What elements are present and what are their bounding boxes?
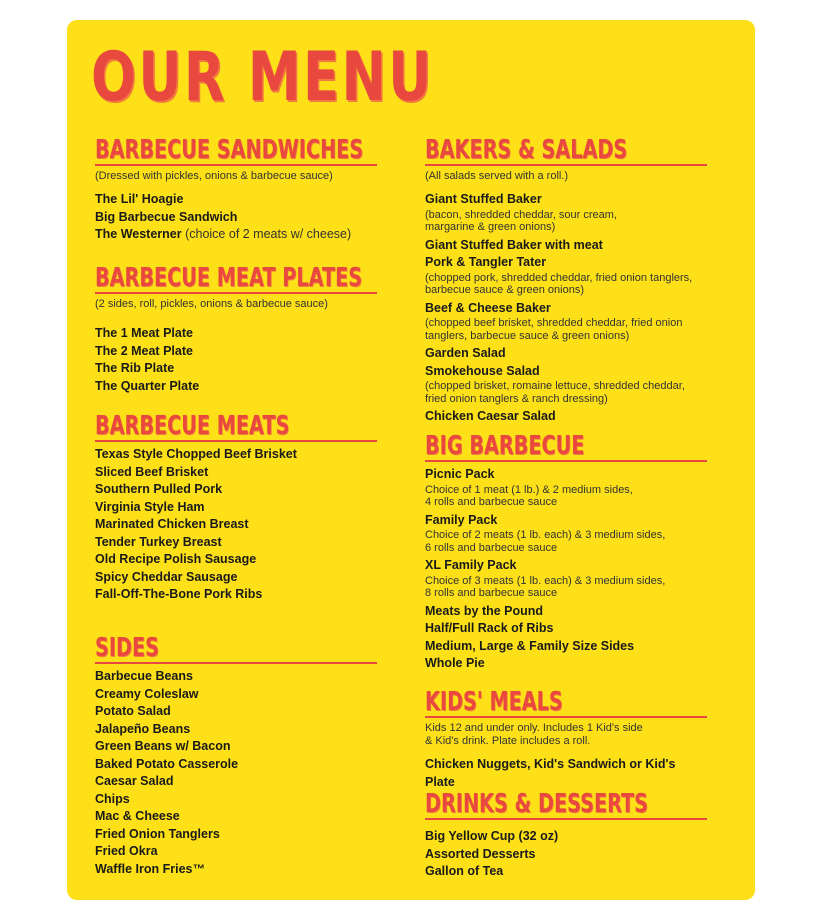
section-heading [425, 136, 707, 166]
menu-card [67, 20, 755, 900]
section-big-barbecue [425, 432, 707, 673]
menu-item [95, 861, 377, 879]
menu-item [95, 686, 377, 704]
menu-item [95, 343, 377, 361]
menu-item [95, 516, 377, 534]
menu-item [95, 534, 377, 552]
item-name: Texas Style Chopped Beef Brisket [95, 447, 297, 461]
section-title: BAKERS & SALADS [425, 136, 628, 165]
section-note: (All salads served with a roll.) [425, 170, 569, 182]
item-name: Potato Salad [95, 704, 171, 718]
menu-item [95, 738, 377, 756]
menu-item [95, 499, 377, 517]
item-name: Fall-Off-The-Bone Pork Ribs [95, 587, 263, 601]
menu-item [425, 512, 707, 555]
section-heading [95, 264, 377, 294]
item-name: The 2 Meat Plate [95, 343, 193, 358]
item-list [425, 191, 707, 426]
section-title: BIG BARBECUE [425, 432, 585, 461]
menu-item [95, 551, 377, 569]
menu-item [425, 603, 707, 621]
menu-item [425, 846, 707, 864]
menu-item [425, 345, 707, 363]
item-name: Giant Stuffed Baker [425, 192, 542, 206]
item-description: Choice of 1 meat (1 lb.) & 2 medium sides, 4 rolls and barbecue sauce [425, 483, 633, 508]
menu-item [95, 668, 377, 686]
section-barbecue-sandwiches [95, 136, 377, 244]
item-name: Baked Potato Casserole [95, 756, 239, 771]
menu-item [425, 254, 707, 297]
menu-item [95, 360, 377, 378]
item-name: Jalapeño Beans [95, 721, 191, 736]
menu-item [95, 773, 377, 791]
menu-item [95, 826, 377, 844]
item-name: Whole Pie [425, 656, 485, 670]
menu-item [95, 843, 377, 861]
item-name: The 1 Meat Plate [95, 326, 193, 340]
item-name: Assorted Desserts [425, 846, 536, 861]
item-name: Tender Turkey Breast [95, 534, 222, 549]
item-name: Pork & Tangler Tater [425, 255, 547, 269]
item-name: Creamy Coleslaw [95, 686, 199, 701]
item-name: Smokehouse Salad [425, 363, 540, 378]
item-list [425, 466, 707, 673]
menu-item [95, 721, 377, 739]
menu-item [425, 466, 707, 509]
section-heading [95, 136, 377, 166]
section-drinks-desserts [425, 790, 707, 881]
menu-item [425, 828, 707, 846]
item-name: Half/Full Rack of Ribs [425, 621, 554, 635]
menu-item [425, 655, 707, 673]
item-name: Mac & Cheese [95, 809, 180, 823]
menu-item [95, 226, 377, 244]
item-name: Green Beans w/ Bacon [95, 739, 231, 753]
item-description: Choice of 2 meats (1 lb. each) & 3 medium sides, 6 rolls and barbecue sauce [425, 529, 666, 554]
item-name: The Lil' Hoagie [95, 192, 184, 206]
menu-item [95, 191, 377, 209]
section-note: (Dressed with pickles, onions & barbecue sauce) [95, 170, 333, 182]
menu-item [95, 569, 377, 587]
section-barbecue-meats [95, 412, 377, 604]
item-name: Virginia Style Ham [95, 499, 205, 514]
page-title: OUR MENU [91, 38, 434, 117]
item-name: Marinated Chicken Breast [95, 517, 249, 531]
item-name: Old Recipe Polish Sausage [95, 552, 257, 566]
item-name: Giant Stuffed Baker with meat [425, 237, 603, 252]
item-name: Meats by the Pound [425, 603, 544, 618]
section-sides [95, 634, 377, 878]
item-description: (bacon, shredded cheddar, sour cream, margarine & green onions) [425, 208, 618, 233]
menu-item [425, 620, 707, 638]
item-name: Chicken Caesar Salad [425, 409, 556, 423]
menu-item [95, 209, 377, 227]
menu-item [95, 325, 377, 343]
item-name: Gallon of Tea [425, 864, 504, 878]
item-name: Fried Okra [95, 844, 158, 858]
item-name: Beef & Cheese Baker [425, 300, 551, 315]
menu-item [425, 300, 707, 343]
section-note: (2 sides, roll, pickles, onions & barbecue sauce) [95, 298, 328, 310]
item-list [95, 325, 377, 395]
item-name: XL Family Pack [425, 558, 517, 572]
menu-item [425, 638, 707, 656]
menu-item [95, 791, 377, 809]
item-name: The Westerner [95, 227, 182, 241]
item-name: Waffle Iron Fries™ [95, 861, 205, 876]
menu-item [95, 756, 377, 774]
item-name: The Rib Plate [95, 361, 175, 375]
item-name: Caesar Salad [95, 774, 174, 788]
menu-item [425, 756, 707, 791]
section-heading [95, 634, 377, 664]
section-title: KIDS' MEALS [425, 688, 563, 717]
section-title: BARBECUE MEAT PLATES [95, 264, 363, 293]
menu-item [425, 408, 707, 426]
item-name: Barbecue Beans [95, 669, 193, 683]
section-title: BARBECUE SANDWICHES [95, 136, 364, 165]
item-name: Picnic Pack [425, 467, 495, 481]
section-note: Kids 12 and under only. Includes 1 Kid's side & Kid's drink. Plate includes a roll. [425, 722, 643, 747]
menu-item [95, 481, 377, 499]
item-name: Big Barbecue Sandwich [95, 209, 238, 224]
item-name: The Quarter Plate [95, 378, 200, 393]
item-name: Sliced Beef Brisket [95, 464, 209, 479]
item-name: Chicken Nuggets, Kid's Sandwich or Kid's Plate [425, 757, 676, 789]
item-list [425, 756, 707, 791]
menu-item [95, 378, 377, 396]
item-name: Spicy Cheddar Sausage [95, 569, 238, 584]
section-barbecue-meat-plates [95, 264, 377, 395]
item-name: Fried Onion Tanglers [95, 826, 220, 841]
item-name: Garden Salad [425, 346, 506, 360]
menu-item [95, 808, 377, 826]
section-heading [95, 412, 377, 442]
menu-item [95, 464, 377, 482]
section-title: DRINKS & DESSERTS [425, 790, 649, 819]
item-name: Medium, Large & Family Size Sides [425, 638, 635, 653]
section-kids-meals [425, 688, 707, 791]
section-heading [425, 790, 707, 820]
item-inline-desc: (choice of 2 meats w/ cheese) [185, 227, 352, 241]
menu-item [95, 446, 377, 464]
menu-item [425, 237, 707, 255]
item-list [95, 668, 377, 878]
item-name: Chips [95, 791, 130, 806]
item-list [95, 191, 377, 244]
item-name: Big Yellow Cup (32 oz) [425, 829, 559, 843]
item-description: (chopped pork, shredded cheddar, fried onion tanglers, barbecue sauce & green onions) [425, 271, 693, 296]
menu-item [425, 863, 707, 881]
menu-item [425, 363, 707, 406]
item-list [425, 828, 707, 881]
item-description: (chopped beef brisket, shredded cheddar, fried onion tanglers, barbecue sauce & green onions) [425, 317, 683, 342]
section-title: SIDES [95, 634, 159, 663]
item-name: Family Pack [425, 512, 498, 527]
item-description: (chopped brisket, romaine lettuce, shredded cheddar, fried onion tanglers & ranch dressing) [425, 380, 685, 405]
item-name: Southern Pulled Pork [95, 482, 223, 496]
section-title: BARBECUE MEATS [95, 412, 290, 441]
section-bakers-salads [425, 136, 707, 426]
item-list [95, 446, 377, 604]
menu-item [95, 586, 377, 604]
menu-item [95, 703, 377, 721]
menu-item [425, 191, 707, 234]
section-heading [425, 688, 707, 718]
item-description: Choice of 3 meats (1 lb. each) & 3 medium sides, 8 rolls and barbecue sauce [425, 574, 666, 599]
menu-item [425, 557, 707, 600]
section-heading [425, 432, 707, 462]
